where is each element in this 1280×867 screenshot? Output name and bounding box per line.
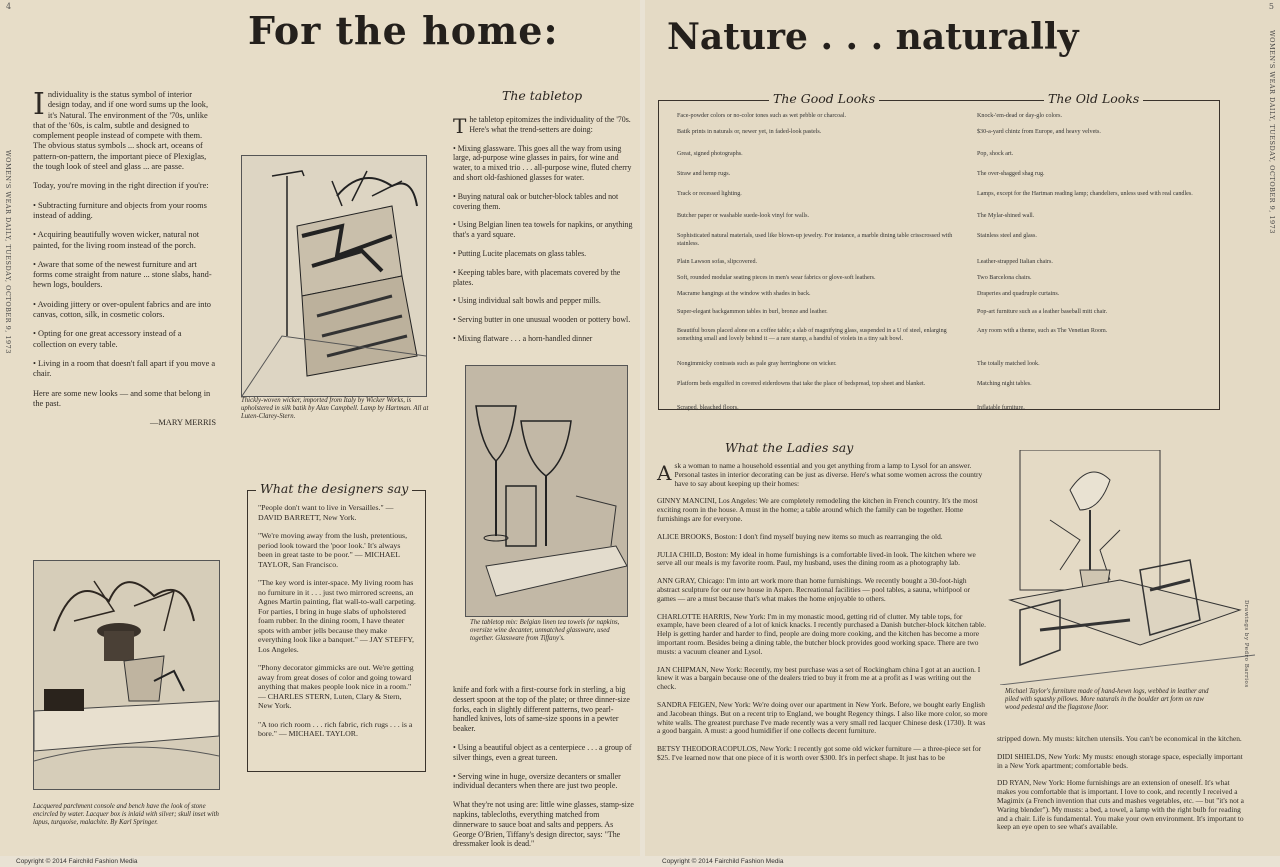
good-look: Beautiful boxes placed alone on a coffee table; a slab of magnifying glass, suspended in a U of steel, enlarging something small and lovely behind it — a rare stamp, a handful of violets in a tiny salt bowl.	[677, 328, 947, 342]
tabletop-bullet-8: • Mixing flatware . . . a horn-handled dinner	[453, 333, 593, 343]
ladies-dropcap: A	[657, 461, 672, 485]
good-look: Scraped, bleached floors.	[677, 405, 739, 411]
wicker-photo	[241, 155, 427, 397]
good-looks-title: The Good Looks	[769, 91, 879, 106]
intro-p2: Today, you're moving in the right direction if you're:	[33, 181, 209, 191]
good-look: Butcher paper or washable suede-look vinyl for walls.	[677, 213, 809, 219]
old-look: Leather-strapped Italian chairs.	[977, 259, 1053, 265]
tabletop-bullet-7: • Serving butter in one unusual wooden or pottery bowl.	[453, 315, 631, 325]
old-look: The totally matched look.	[977, 361, 1040, 367]
tabletop-bullet-1: • Mixing glassware. This goes all the way from using large, ad-purpose wine glasses in pairs, for wine and water, to a mixed trio . . . all-purpose wine, fluted cherry and short old-fashioned glasses for water.	[453, 143, 632, 182]
console-illustration	[34, 561, 219, 789]
wicker-caption: Thickly-woven wicker, imported from Italy by Wicker Works, is upholstered in silk batik by Alan Campbell. Lamp by Hartman. All at Luten-Clarey-Stern.	[241, 397, 429, 420]
good-look: Super-elegant backgammon tables in burl, bronze and leather.	[677, 309, 828, 315]
quote-2: "We're moving away from the lush, pretentious, period look toward the 'poor look.' It's always been in great taste to be poor." — MICHAEL TAYLOR, San Francisco.	[258, 531, 408, 569]
old-look: Two Barcelona chairs.	[977, 275, 1032, 281]
bullet-6: • Living in a room that doesn't fall apart if you move a chair.	[33, 358, 216, 379]
ladies-cont-2: DIDI SHIELDS, New York: My musts: enough storage space, especially important in a New York apartment; comfortable beds.	[997, 751, 1243, 770]
log-furniture-caption: Michael Taylor's furniture made of hand-hewn logs, webbed in leather and piled with squashy pillows. More naturals in the boulder art form on raw wood pedestal and the flagstone floor.	[1005, 688, 1209, 711]
tabletop-bullet2-2: • Serving wine in huge, oversize decanters or smaller individual decanters when there are just two people.	[453, 771, 621, 791]
log-furniture-drawing	[1000, 450, 1255, 685]
bullet-3: • Aware that some of the newest furniture and art forms come straight from nature ... stone slabs, hand-hewn logs, boulders.	[33, 259, 212, 290]
ladies-cont-3: DD RYAN, New York: Home furnishings are an extension of oneself. It's what makes you comfortable that is important. I love to cook, and recently I received a Magimix (a French invention that cuts and mashes vegetables, etc. — but "it's not a Waring blender"). My musts: a bed, a towel, a lamp with the right bulb for reading and a chair. Life is fundamental. You make your own environment. It's important to keep an eye open to see what's available.	[997, 778, 1244, 832]
good-look: Soft, rounded modular seating pieces in men's wear fabrics or glove-soft leathers.	[677, 275, 876, 281]
lady-entry-1: GINNY MANCINI, Los Angeles: We are completely remodeling the kitchen in French country. It's the most exciting room in the house. A must in the home; a table around which the family can be together. Home furnishings are for everyone.	[657, 496, 978, 523]
good-look: Plain Lawson sofas, slipcovered.	[677, 259, 758, 265]
console-photo	[33, 560, 220, 790]
drawing-credit: Drawings by Pedro Barrios	[1243, 600, 1249, 688]
old-look: Pop-art furniture such as a leather baseball mitt chair.	[977, 309, 1108, 315]
looks-box	[658, 91, 1220, 411]
ladies-column	[657, 462, 990, 772]
tabletop-closing: What they're not using are: little wine glasses, stamp-size napkins, tablecloths, everything matched from dinnerware to sauce boat and salts and peppers. As George O'Brien, Tiffany's design director, says: "The dressmaker look is dead."	[453, 800, 634, 849]
tabletop-bullet-2: • Buying natural oak or butcher-block tables and not covering them.	[453, 191, 619, 211]
left-copyright: Copyright © 2014 Fairchild Fashion Media	[16, 858, 138, 865]
old-look: Stainless steel and glass.	[977, 233, 1037, 239]
good-look: Straw and hemp rugs.	[677, 171, 731, 177]
bullet-5: • Opting for one great accessory instead of a collection on every table.	[33, 329, 182, 349]
left-folio: 4	[6, 2, 12, 11]
quote-5: "A too rich room . . . rich fabric, rich rugs . . . is a bore." — MICHAEL TAYLOR.	[258, 719, 413, 738]
ladies-continued	[997, 735, 1247, 841]
right-folio: 5	[1268, 2, 1274, 11]
left-vertical-dateline: WOMEN'S WEAR DAILY, TUESDAY, OCTOBER 9, 1973	[4, 150, 12, 354]
intro-dropcap: I	[33, 87, 45, 122]
lady-entry-6: JAN CHIPMAN, New York: Recently, my best purchase was a set of Rockingham china I got at an auction. I knew it was a bargain because one of the dealers tried to buy it from me at a profit as I was writing out the check.	[657, 664, 981, 692]
wicker-illustration	[242, 156, 426, 396]
tabletop-dropcap: T	[453, 114, 467, 138]
lady-entry-7: SANDRA FEIGEN, New York: We're doing over our apartment in New York. Before, we bought early English and Jacobean things. But on a recent trip to England, we bought Regency things. I also like more color, so more white walls. The greatest purchase I've made recently was a very small red lacquer Chinese desk (1730). It was a good bargain. A must: a good humidifier if one collects decent furniture.	[657, 699, 988, 736]
bullet-2: • Acquiring beautifully woven wicker, natural not painted, for the living room instead of the porch.	[33, 230, 200, 250]
quote-3: "The key word is inter-space. My living room has no furniture in it . . . just two mirrored screens, an Agnes Martin painting, flat wall-to-wall carpeting. For parties, I bring in huge slabs of upholstered foam rubber. In the dining room, I have theater spots with amber jells because they make everything look like a banquet." — JAY STEFFY, Los Angeles.	[258, 578, 416, 654]
intro-text: ndividuality is the status symbol of interior design today, and if one word sums up the look, it's Natural. The environment of the '70s, unlike that of the '60s, is calm, subtle and designed to complement people instead of compete with them. The obvious status symbols ... shock art, oceans of pattern-on-pattern, the important piece of Plexiglas, the tough look of steel and glass ... are passe.	[33, 90, 209, 172]
tabletop-bullet2-1: • Using a beautiful object as a centerpiece . . . a group of silver things, even a great tureen.	[453, 742, 632, 762]
lady-entry-4: ANN GRAY, Chicago: I'm into art work more than home furnishings. We recently bought a 30-foot-high abstract sculpture for our new house in Aspen. Recreational facilities — pool tables, a sauna, whirlpool or games — are a must because that's what makes the home enjoyable to others.	[657, 576, 970, 603]
old-look: Lamps, except for the Hartman reading lamp; chandeliers, unless used with real candles.	[977, 191, 1193, 197]
old-look: Draperies and quadruple curtains.	[977, 291, 1060, 297]
tabletop-intro: he tabletop epitomizes the individuality of the '70s. Here's what the trend-setters are doing:	[469, 115, 631, 134]
tabletop-caption: The tabletop mix: Belgian linen tea towels for napkins, oversize wine decanter, unmatched glassware, used together. Glassware from Tiffany's.	[470, 619, 620, 642]
console-caption: Lacquered parchment console and bench have the look of stone encircled by water. Lacquer box is inlaid with silver; skull inset with lapus, turquoise, malachite. By Karl Springer.	[33, 803, 219, 826]
ladies-cont-1: stripped down. My musts: kitchen utensils. You can't be economical in the kitchen.	[997, 734, 1242, 743]
old-look: Knock-'em-dead or day-glo colors.	[977, 113, 1063, 119]
designers-quotes	[258, 503, 416, 748]
byline: —MARY MERRIS	[149, 418, 216, 428]
ladies-title: What the Ladies say	[725, 440, 854, 455]
old-look: The Mylar-shined wall.	[977, 213, 1035, 219]
lady-entry-8: BETSY THEODORACOPULOS, New York: I recently got some old wicker furniture — a three-piece set for $25. I've learned now that one piece of it is worth over $300. It's in perfect shape. It just has to be	[657, 744, 982, 762]
old-look: Matching night tables.	[977, 381, 1032, 387]
tabletop-cont: knife and fork with a first-course fork in sterling, a big dessert spoon at the top of the plate; or three dinner-size forks, each in slightly different patterns, two pearl-handled knives, lots of same-size spoons in a pewter beaker.	[453, 685, 630, 734]
right-vertical-dateline: WOMEN'S WEAR DAILY, TUESDAY, OCTOBER 9, 1973	[1268, 30, 1276, 234]
lady-entry-2: ALICE BROOKS, Boston: I don't find myself buying new items so much as rearranging the old.	[657, 531, 943, 541]
right-headline: Nature . . . naturally	[667, 16, 1079, 58]
old-look: Pop, shock art.	[977, 151, 1014, 157]
tabletop-continued	[453, 685, 636, 856]
intro-column	[33, 87, 216, 437]
glassware-illustration	[466, 366, 627, 616]
right-copyright: Copyright © 2014 Fairchild Fashion Media	[662, 858, 784, 865]
lady-entry-5: CHARLOTTE HARRIS, New York: I'm in my monastic mood, getting rid of clutter. My table tops, for example, have been cleared of a lot of knick knacks. I recently purchased a Danish butcher-block kitchen table. Help is getting harder and harder to find, people are doing more cooking, and the kitchen has become a more important room. Besides being a dining table, the butcher block provides good working space. There are two musts: a vacuum cleaner and Lysol.	[657, 611, 987, 656]
old-look: Inflatable furniture.	[977, 405, 1025, 411]
old-look: The over-shagged shag rug.	[977, 171, 1045, 177]
quote-4: "Phony decorator gimmicks are out. We're getting away from great doses of color and going toward anything that makes people look nice in a room." — CHARLES STERN, Luten, Clary & Stern, New York.	[258, 663, 414, 710]
left-headline: For the home:	[248, 8, 559, 53]
bullet-4: • Avoiding jittery or over-opulent fabrics and are into canvas, cotton, silk, in cosmetic colors.	[33, 299, 211, 320]
good-look: Great, signed photographs.	[677, 151, 743, 157]
good-look: Nongimmicky contrasts such as pale gray herringbone on wicker.	[677, 361, 837, 367]
good-look: Platform beds engulfed in covered eiderdowns that take the place of bedspread, top sheet and blanket.	[677, 381, 926, 387]
tabletop-bullet-4: • Putting Lucite placemats on glass tables.	[453, 248, 587, 258]
quote-1: "People don't want to live in Versailles." — DAVID BARRETT, New York.	[258, 503, 394, 522]
tabletop-photo	[465, 365, 628, 617]
ladies-intro: sk a woman to name a household essential and you get anything from a lamp to Lysol for an answer. Personal tastes in interior decorating can be just as diverse. Here's what some women across the country have to say about keeping up their homes:	[674, 461, 983, 488]
designers-title: What the designers say	[256, 481, 412, 496]
right-page	[645, 0, 1280, 856]
closing: Here are some new looks — and some that belong in the past.	[33, 388, 211, 408]
left-page	[0, 0, 640, 856]
tabletop-bullet-6: • Using individual salt bowls and pepper mills.	[453, 296, 601, 306]
designers-box	[247, 481, 426, 772]
tabletop-title: The tabletop	[502, 88, 583, 103]
old-look: Any room with a theme, such as The Venetian Room.	[977, 328, 1108, 334]
tabletop-column	[453, 115, 636, 353]
good-look: Batik prints in naturals or, newer yet, in faded-look pastels.	[677, 129, 822, 135]
log-furniture-illustration	[1000, 450, 1255, 685]
bullet-1: • Subtracting furniture and objects from your rooms instead of adding.	[33, 200, 207, 220]
good-look: Sophisticated natural materials, used like blown-up jewelry. For instance, a marble dining table crisscrossed with stainless.	[677, 233, 953, 247]
old-look: $30-a-yard chintz from Europe, and heavy velvets.	[977, 129, 1101, 135]
good-look: Macrame hangings at the window with shades in back.	[677, 291, 811, 297]
tabletop-bullet-5: • Keeping tables bare, with placemats covered by the plates.	[453, 267, 621, 287]
old-looks-title: The Old Looks	[1044, 91, 1143, 106]
good-look: Track or recessed lighting.	[677, 191, 742, 197]
lady-entry-3: JULIA CHILD, Boston: My ideal in home furnishings is a comfortable lived-in look. The kitchen where we serve all our meals is my favorite room. Paul, my husband, uses the dining room as a photography lab.	[657, 549, 976, 568]
tabletop-bullet-3: • Using Belgian linen tea towels for napkins, or anything that's a yard square.	[453, 220, 633, 240]
good-look: Face-powder colors or no-color tones such as wet pebble or charcoal.	[677, 113, 847, 119]
